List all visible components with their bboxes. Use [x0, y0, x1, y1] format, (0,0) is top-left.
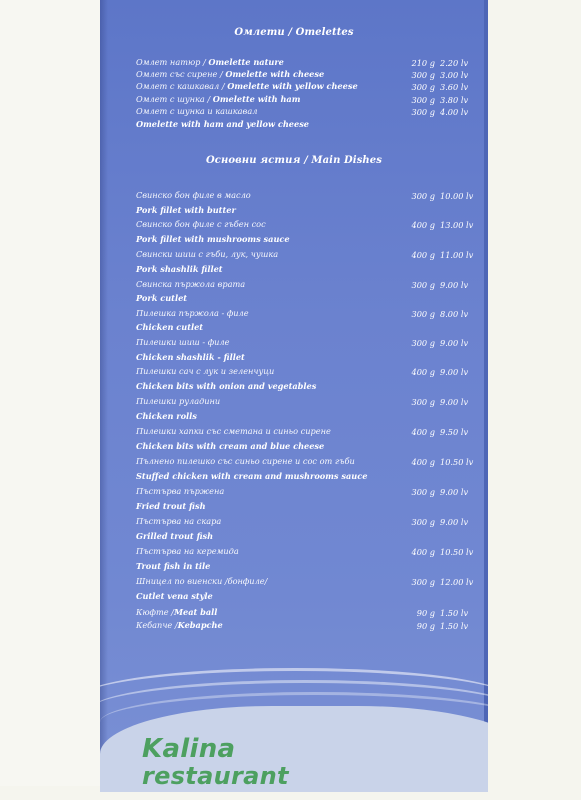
item-weight: 90 g: [416, 621, 435, 631]
item-name: Свински шиш с гъби, лук, чушка: [136, 249, 279, 259]
item-weight: 300 g: [411, 577, 435, 587]
item-name: Омлет със сирене / Omelette with cheese: [136, 69, 325, 79]
item-name: Пъстърва пържена: [136, 486, 225, 496]
menu-item: [136, 119, 480, 132]
item-name: Pork fillet with mushrooms sauce: [136, 234, 290, 244]
item-price: 9.50 lv: [440, 427, 469, 437]
item-weight: 300 g: [411, 397, 435, 407]
item-weight: 400 g: [411, 367, 435, 377]
menu-item: [136, 249, 480, 262]
item-name: Пилешки руладини: [136, 396, 221, 406]
item-weight: 300 g: [411, 191, 435, 201]
item-name: Pork fillet with butter: [136, 205, 236, 215]
menu-item: [136, 219, 480, 232]
item-price: 9.00 lv: [440, 338, 469, 348]
menu-item: [136, 366, 480, 379]
item-name: Omelette with ham and yellow cheese: [136, 119, 310, 129]
menu-item: [136, 576, 480, 589]
item-name: Chicken shashlik - fillet: [136, 352, 245, 362]
item-weight: 300 g: [411, 70, 435, 80]
item-price: 12.00 lv: [440, 577, 474, 587]
menu-item: [136, 308, 480, 321]
restaurant-logo-name: Kalina: [142, 734, 236, 764]
item-weight: 400 g: [411, 220, 435, 230]
item-price: 3.00 lv: [440, 70, 469, 80]
menu-item: [136, 205, 480, 218]
item-name: Trout fish in tile: [136, 561, 211, 571]
menu-item: [136, 337, 480, 350]
item-price: 2.20 lv: [440, 58, 469, 68]
item-price: 10.00 lv: [440, 191, 474, 201]
item-price: 9.00 lv: [440, 367, 469, 377]
menu-item: [136, 106, 480, 119]
menu-item: [136, 591, 480, 604]
item-price: 10.50 lv: [440, 547, 474, 557]
menu-item: [136, 561, 480, 574]
menu-item: [136, 516, 480, 529]
item-name: Омлет натюр / Omelette nature: [136, 57, 284, 67]
item-weight: 300 g: [411, 107, 435, 117]
menu-item: [136, 620, 480, 633]
item-weight: 400 g: [411, 427, 435, 437]
menu-item: [136, 546, 480, 559]
item-name: Chicken bits with onion and vegetables: [136, 381, 317, 391]
menu-item: [136, 293, 480, 306]
item-name: Пилешки хапки със сметана и синьо сирене: [136, 426, 331, 436]
item-name: Омлет с шунка и кашкавал: [136, 106, 258, 116]
item-price: 9.00 lv: [440, 487, 469, 497]
item-price: 3.60 lv: [440, 82, 469, 92]
item-name: Pork shashlik fillet: [136, 264, 223, 274]
menu-item: [136, 426, 480, 439]
menu-item: [136, 456, 480, 469]
item-name: Pork cutlet: [136, 293, 188, 303]
menu-item: [136, 279, 480, 292]
item-weight: 300 g: [411, 309, 435, 319]
scan-background-right: [488, 0, 581, 800]
item-price: 1.50 lv: [440, 608, 469, 618]
item-name: Пъстърва на керемида: [136, 546, 239, 556]
item-price: 4.00 lv: [440, 107, 469, 117]
footer: [100, 640, 488, 792]
item-weight: 400 g: [411, 547, 435, 557]
menu-item: [136, 81, 480, 94]
menu-page: [100, 0, 488, 792]
item-price: 1.50 lv: [440, 621, 469, 631]
main-dishes-section-title: Основни ястия / Main Dishes: [205, 155, 382, 166]
item-name: Пъстърва на скара: [136, 516, 222, 526]
item-name: Chicken rolls: [136, 411, 197, 421]
item-price: 3.80 lv: [440, 95, 469, 105]
menu-item: [136, 501, 480, 514]
item-name: Пилешки шиш - филе: [136, 337, 230, 347]
item-name: Омлет с кашкавал / Omelette with yellow cheese: [136, 81, 358, 91]
item-weight: 300 g: [411, 95, 435, 105]
item-weight: 400 g: [411, 457, 435, 467]
item-name: Cutlet vena style: [136, 591, 213, 601]
menu-item: [136, 396, 480, 409]
menu-item: [136, 190, 480, 203]
item-name: Омлет с шунка / Omelette with ham: [136, 94, 301, 104]
item-weight: 300 g: [411, 338, 435, 348]
item-name: Кебапче /Kebapche: [136, 620, 223, 630]
menu-item: [136, 486, 480, 499]
item-name: Grilled trout fish: [136, 531, 214, 541]
item-name: Пълнено пилешко със синьо сирене и сос от гъби: [136, 456, 355, 466]
menu-item: [136, 381, 480, 394]
menu-item: [136, 264, 480, 277]
item-price: 10.50 lv: [440, 457, 474, 467]
item-name: Свинска пържола врата: [136, 279, 246, 289]
item-name: Пилешка пържола - филе: [136, 308, 249, 318]
item-name: Chicken bits with cream and blue cheese: [136, 441, 325, 451]
item-name: Кюфте /Meat ball: [136, 607, 218, 617]
item-price: 9.00 lv: [440, 517, 469, 527]
item-price: 8.00 lv: [440, 309, 469, 319]
item-weight: 300 g: [411, 517, 435, 527]
menu-item: [136, 352, 480, 365]
item-name: Stuffed chicken with cream and mushrooms sauce: [136, 471, 368, 481]
item-name: Chicken cutlet: [136, 322, 204, 332]
menu-item: [136, 607, 480, 620]
menu-item: [136, 471, 480, 484]
menu-item: [136, 531, 480, 544]
item-name: Fried trout fish: [136, 501, 206, 511]
item-name: Свинско бон филе с гъбен сос: [136, 219, 266, 229]
item-price: 11.00 lv: [440, 250, 474, 260]
item-weight: 300 g: [411, 487, 435, 497]
item-weight: 400 g: [411, 250, 435, 260]
item-weight: 300 g: [411, 280, 435, 290]
menu-item: [136, 441, 480, 454]
restaurant-logo-subtitle: restaurant: [142, 762, 289, 790]
menu-item: [136, 234, 480, 247]
menu-item: [136, 322, 480, 335]
item-price: 9.00 lv: [440, 280, 469, 290]
item-name: Свинско бон филе в масло: [136, 190, 251, 200]
item-weight: 210 g: [411, 58, 435, 68]
omelettes-section-title: Омлети / Omelettes: [234, 27, 354, 38]
item-name: Пилешки сач с лук и зеленчуци: [136, 366, 275, 376]
item-name: Шницел по виенски /бонфиле/: [136, 576, 268, 586]
item-weight: 300 g: [411, 82, 435, 92]
menu-item: [136, 411, 480, 424]
item-weight: 90 g: [416, 608, 435, 618]
item-price: 13.00 lv: [440, 220, 474, 230]
item-price: 9.00 lv: [440, 397, 469, 407]
